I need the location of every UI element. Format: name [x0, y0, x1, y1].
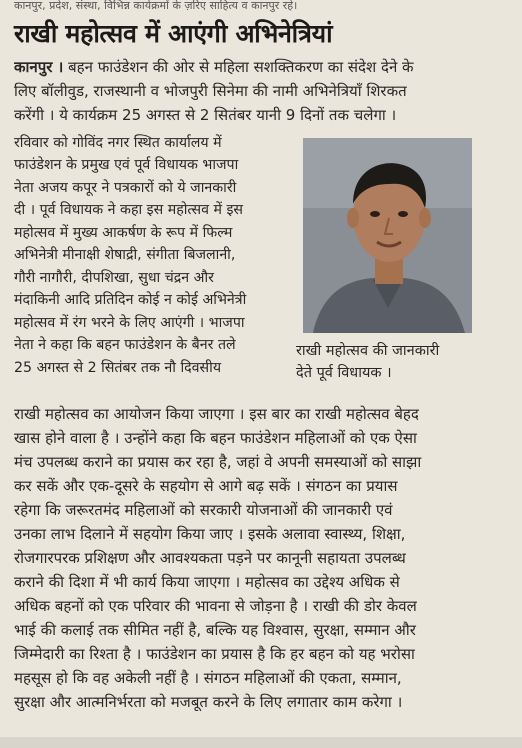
- body-line: राखी महोत्सव का आयोजन किया जाएगा । इस बार का राखी महोत्सव बेहद: [14, 405, 419, 423]
- photo-caption: [296, 340, 496, 384]
- column-line: अभिनेत्री मीनाक्षी शेषाद्री, संगीता बिजलानी,: [14, 247, 236, 263]
- column-line: दी । पूर्व विधायक ने कहा इस महोत्सव में इस: [14, 202, 244, 218]
- column-line: महोत्सव में रंग भरने के लिए आएंगी । भाजपा: [14, 315, 245, 331]
- column-line: 25 अगस्त से 2 सितंबर तक नौ दिवसीय: [14, 360, 222, 376]
- intro-line-2: लिए बॉलीवुड, राजस्थानी व भोजपुरी सिनेमा की नामी अभिनेत्रियाँ शिरकत: [14, 82, 407, 100]
- intro-text: बहन फाउंडेशन की ओर से महिला सशक्तिकरण का संदेश देने के: [68, 58, 414, 76]
- portrait-illustration: [303, 138, 472, 333]
- body-line: कर सकें और एक-दूसरे के सहयोग से आगे बढ़ सकें । संगठन का प्रयास: [14, 477, 398, 495]
- column-line: नेता अजय कपूर ने पत्रकारों को ये जानकारी: [14, 180, 237, 196]
- body-line: महसूस हो कि वह अकेली नहीं है । संगठन महिलाओं की एकता, सम्मान,: [14, 669, 402, 687]
- body-line: अधिक बहनों को एक परिवार की भावना से जोड़ना है । राखी की डोर केवल: [14, 597, 417, 615]
- column-line: गौरी नागौरी, दीपशिखा, सुधा चंद्रन और: [14, 270, 214, 286]
- body-line: खास होने वाला है । उन्होंने कहा कि बहन फाउंडेशन महिलाओं को एक ऐसा: [14, 429, 417, 447]
- column-line: महोत्सव में मुख्य आकर्षण के रूप में फिल्म: [14, 225, 233, 241]
- left-eye: [370, 211, 380, 217]
- left-ear: [347, 208, 359, 228]
- caption-line: देते पूर्व विधायक ।: [296, 365, 392, 381]
- previous-article-strip: कानपुर, प्रदेश, संस्था, विभिन्न कार्यक्रमों के ज़रिए साहित्य व कानपुर रहे।: [14, 0, 298, 12]
- intro-line-3: करेंगी । ये कार्यक्रम 25 अगस्त से 2 सितंबर यानी 9 दिनों तक चलेगा ।: [14, 106, 397, 124]
- body-line: रोजगारपरक प्रशिक्षण और आवश्यकता पड़ने पर कानूनी सहायता उपलब्ध: [14, 549, 406, 567]
- body-line: कराने की दिशा में भी कार्य किया जाएगा । महोत्सव का उद्देश्य अधिक से: [14, 573, 400, 591]
- headline: राखी महोत्सव में आएंगी अभिनेत्रियां: [14, 19, 333, 48]
- page-bottom-edge: [0, 737, 522, 748]
- body-line: रहेगा कि जरूरतमंद महिलाओं को सरकारी योजनाओं की जानकारी एवं: [14, 501, 393, 519]
- body-line: उनका लाभ दिलाने में सहयोग किया जाए । इसके अलावा स्वास्थ्य, शिक्षा,: [14, 525, 406, 543]
- news-photo: [303, 138, 472, 333]
- column-line: फाउंडेशन के प्रमुख एवं पूर्व विधायक भाजपा: [14, 157, 239, 173]
- caption-line: राखी महोत्सव की जानकारी: [296, 343, 440, 359]
- body-line: भाई की कलाई तक सीमित नहीं है, बल्कि यह विश्वास, सुरक्षा, सम्मान और: [14, 621, 416, 639]
- body-line: सुरक्षा और आत्मनिर्भरता को मजबूत करने के लिए लगातार काम करेगा ।: [14, 693, 403, 711]
- column-line: रविवार को गोविंद नगर स्थित कार्यालय में: [14, 135, 222, 151]
- body-line: जिम्मेदारी का रिश्ता है । फाउंडेशन का प्रयास है कि हर बहन को यह भरोसा: [14, 645, 415, 663]
- body-line: मंच उपलब्ध कराने का प्रयास कर रहा है, जहां वे अपनी समस्याओं को साझा: [14, 453, 422, 471]
- right-eye: [398, 211, 408, 217]
- dateline: कानपुर ।: [14, 58, 64, 76]
- right-ear: [419, 208, 431, 228]
- column-line: नेता ने कहा कि बहन फाउंडेशन के बैनर तले: [14, 337, 236, 353]
- intro-line-1: [14, 56, 512, 78]
- column-line: मंदाकिनी आदि प्रतिदिन कोई न कोई अभिनेत्री: [14, 292, 247, 308]
